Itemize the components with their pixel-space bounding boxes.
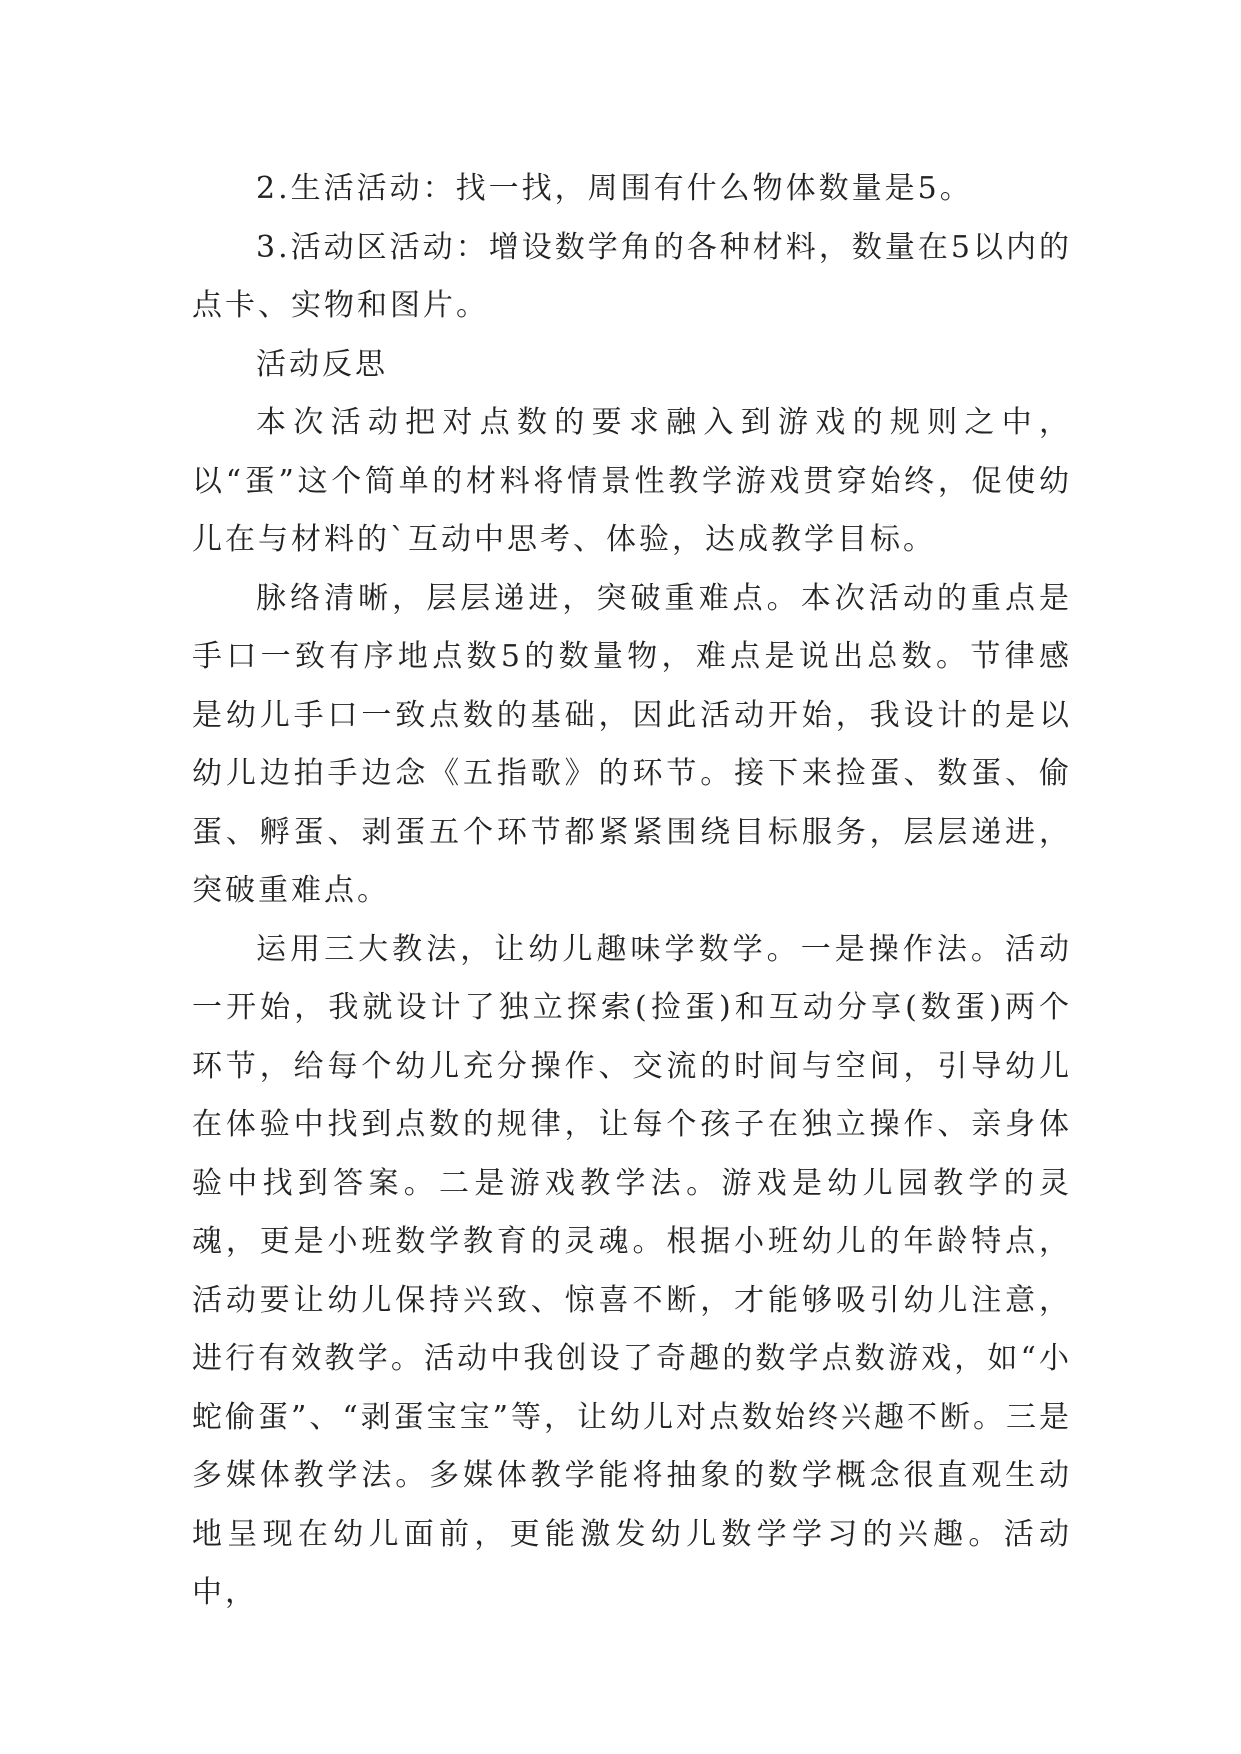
paragraph-teaching-methods: 运用三大教法，让幼儿趣味学数学。一是操作法。活动一开始，我就设计了独立探索(捡蛋)和互动分享(数蛋)两个环节，给每个幼儿充分操作、交流的时间与空间，引导幼儿在体验中找到点数的规律，让每个孩子在独立操作、亲身体验中找到答案。二是游戏教学法。游戏是幼儿园教学的灵魂，更是小班数学教育的灵魂。根据小班幼儿的年龄特点，活动要让幼儿保持兴致、惊喜不断，才能够吸引幼儿注意，进行有效教学。活动中我创设了奇趣的数学点数游戏，如“小蛇偷蛋”、“剥蛋宝宝”等，让幼儿对点数始终兴趣不断。三是多媒体教学法。多媒体教学能将抽象的数学概念很直观生动地呈现在幼儿面前，更能激发幼儿数学学习的兴趣。活动中，	[192, 931, 1073, 1610]
paragraph-reflection-intro: 本次活动把对点数的要求融入到游戏的规则之中，以“蛋”这个简单的材料将情景性教学游戏贯穿始终，促使幼儿在与材料的`互动中思考、体验，达成教学目标。	[192, 405, 1072, 557]
paragraph-clear-structure: 脉络清晰，层层递进，突破重难点。本次活动的重点是手口一致有序地点数5的数量物，难点是说出总数。节律感是幼儿手口一致点数的基础，因此活动开始，我设计的是以幼儿边拍手边念《五指歌》的环节。接下来捡蛋、数蛋、偷蛋、孵蛋、剥蛋五个环节都紧紧围绕目标服务，层层递进，突破重难点。	[192, 580, 1072, 908]
body-text	[192, 160, 1072, 1623]
section-heading-reflection: 活动反思	[256, 346, 388, 382]
paragraph-area-activity: 3.活动区活动：增设数学角的各种材料，数量在5以内的点卡、实物和图片。	[192, 229, 1072, 323]
paragraph-life-activity: 2.生活活动：找一找，周围有什么物体数量是5。	[256, 171, 973, 206]
